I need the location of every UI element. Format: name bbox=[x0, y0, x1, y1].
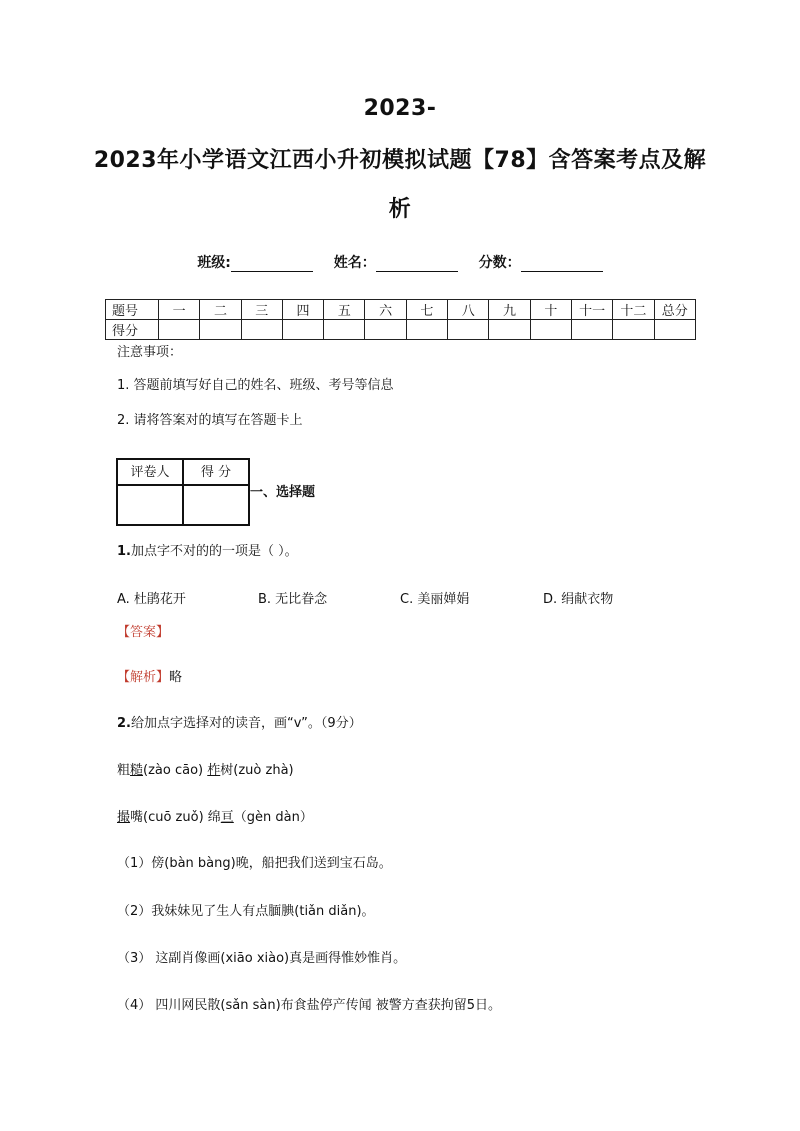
analysis-label: 【解析】 bbox=[117, 670, 170, 685]
score-table-score-row bbox=[106, 320, 696, 340]
notes-heading: 注意事项： bbox=[117, 345, 183, 360]
question-1-text: 加点字不对的的一项是（ ）。 bbox=[130, 544, 298, 559]
pinyin-a-mid[interactable]: (zào cāo) bbox=[143, 763, 208, 778]
score-input-cell[interactable] bbox=[200, 320, 241, 340]
score-input-cell[interactable] bbox=[324, 320, 365, 340]
score-field[interactable] bbox=[479, 252, 603, 272]
score-header-cell: 七 bbox=[406, 300, 447, 320]
pinyin-line-a bbox=[117, 762, 294, 780]
question-2-sentence-3[interactable]: （3） 这副肖像画(xiāo xiào)真是画得惟妙惟肖。 bbox=[117, 951, 407, 966]
score-table bbox=[105, 299, 696, 340]
score-header-cell: 四 bbox=[282, 300, 323, 320]
score-label: 分数： bbox=[478, 255, 521, 271]
grader-sign-cell[interactable] bbox=[118, 486, 184, 524]
student-info-row bbox=[0, 252, 800, 272]
question-1-number: 1. bbox=[117, 544, 131, 559]
notes-item-1: 1. 答题前填写好自己的姓名、班级、考号等信息 bbox=[117, 378, 394, 393]
score-input-cell[interactable] bbox=[365, 320, 406, 340]
question-2-number: 2. bbox=[117, 716, 131, 731]
score-header-cell: 十 bbox=[530, 300, 571, 320]
pinyin-a-post[interactable]: 树(zuò zhà) bbox=[220, 763, 294, 778]
score-input-cell[interactable] bbox=[654, 320, 695, 340]
answer-label: 【答案】 bbox=[117, 625, 170, 640]
score-input-cell[interactable] bbox=[241, 320, 282, 340]
score-header-cell: 二 bbox=[200, 300, 241, 320]
analysis-text: 略 bbox=[169, 670, 183, 685]
score-row-label: 得分 bbox=[106, 320, 159, 340]
name-blank[interactable] bbox=[376, 257, 458, 272]
score-header-cell: 五 bbox=[324, 300, 365, 320]
score-header-cell: 十二 bbox=[613, 300, 654, 320]
score-header-cell: 三 bbox=[241, 300, 282, 320]
score-input-cell[interactable] bbox=[530, 320, 571, 340]
score-header-cell: 一 bbox=[159, 300, 200, 320]
score-input-cell[interactable] bbox=[489, 320, 530, 340]
question-2-stem bbox=[117, 715, 362, 733]
class-label: 班级: bbox=[197, 255, 231, 271]
title-line-3: 析 bbox=[388, 197, 412, 222]
score-header-cell: 九 bbox=[489, 300, 530, 320]
score-header-cell: 总分 bbox=[654, 300, 695, 320]
class-blank[interactable] bbox=[231, 257, 313, 272]
score-header-cell: 八 bbox=[448, 300, 489, 320]
grade-score-cell[interactable] bbox=[184, 486, 248, 524]
score-header-cell: 十一 bbox=[571, 300, 612, 320]
name-field[interactable] bbox=[334, 252, 458, 272]
score-header-cell: 六 bbox=[365, 300, 406, 320]
question-1-option-c[interactable]: C. 美丽婵娟 bbox=[400, 592, 470, 607]
pinyin-line-b bbox=[117, 809, 313, 827]
name-label: 姓名： bbox=[333, 255, 376, 271]
score-input-cell[interactable] bbox=[159, 320, 200, 340]
notes-item-2: 2. 请将答案对的填写在答题卡上 bbox=[117, 413, 303, 428]
score-input-cell[interactable] bbox=[282, 320, 323, 340]
score-blank[interactable] bbox=[521, 257, 603, 272]
question-2-text: 给加点字选择对的读音，画“v”。（9分） bbox=[130, 716, 362, 731]
question-1-option-b[interactable]: B. 无比眷念 bbox=[258, 592, 328, 607]
grader-label: 评卷人 bbox=[118, 460, 184, 486]
class-field[interactable] bbox=[197, 252, 313, 272]
question-1-stem bbox=[117, 543, 298, 561]
pinyin-b-dotted-char-1: 撮 bbox=[117, 810, 131, 825]
score-input-cell[interactable] bbox=[406, 320, 447, 340]
pinyin-b-mid[interactable]: 嘴(cuō zuǒ) 绵 bbox=[130, 810, 221, 825]
question-2-sentence-4[interactable]: （4） 四川网民散(sǎn sàn)布食盐停产传闻 被警方查获拘留5日。 bbox=[117, 998, 502, 1013]
pinyin-a-prefix: 粗 bbox=[117, 763, 131, 778]
score-input-cell[interactable] bbox=[448, 320, 489, 340]
pinyin-a-dotted-char-2: 柞 bbox=[207, 763, 221, 778]
score-input-cell[interactable] bbox=[571, 320, 612, 340]
question-1-option-d[interactable]: D. 绢献衣物 bbox=[543, 592, 614, 607]
grader-box bbox=[116, 458, 250, 526]
section-title: 一、选择题 bbox=[250, 485, 316, 500]
title-line-2: 2023年小学语文江西小升初模拟试题【78】含答案考点及解 bbox=[93, 148, 707, 173]
grade-label: 得 分 bbox=[184, 460, 248, 486]
score-header-cell: 题号 bbox=[106, 300, 159, 320]
score-input-cell[interactable] bbox=[613, 320, 654, 340]
question-2-sentence-2[interactable]: （2）我妹妹见了生人有点腼腆(tiǎn diǎn)。 bbox=[117, 904, 375, 919]
analysis-line bbox=[117, 669, 182, 687]
question-1-option-a[interactable]: A. 杜鹃花开 bbox=[117, 592, 186, 607]
question-2-sentence-1[interactable]: （1）傍(bàn bàng)晚，船把我们送到宝石岛。 bbox=[117, 856, 392, 871]
score-table-header-row bbox=[106, 300, 696, 320]
pinyin-b-post[interactable]: （gèn dàn） bbox=[233, 810, 313, 825]
title-line-1: 2023- bbox=[363, 96, 437, 121]
pinyin-b-dotted-char-2: 亘 bbox=[220, 810, 234, 825]
pinyin-a-dotted-char-1: 糙 bbox=[130, 763, 144, 778]
